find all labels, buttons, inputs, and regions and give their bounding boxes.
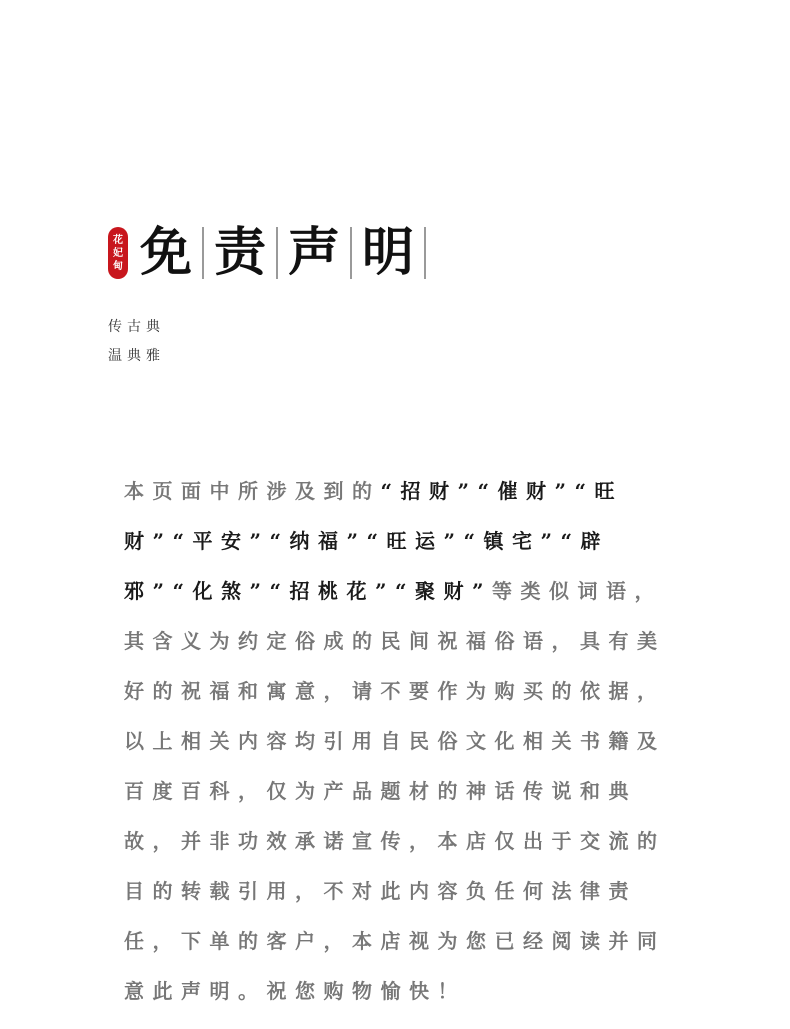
disclaimer-text	[124, 466, 684, 1016]
title-char: 免	[140, 222, 193, 283]
title-char: 责	[214, 222, 267, 283]
disclaimer-intro: 本页面中所涉及到的	[124, 479, 381, 503]
subtitle-line: 温典雅	[108, 348, 165, 364]
title-divider	[276, 227, 278, 279]
title-char: 明	[362, 222, 415, 283]
disclaimer-terms: “招财”“催财”“旺财”“平安”“纳福”“旺运”“镇宅”“辟邪”“化煞”“招桃花”“聚财”	[124, 479, 624, 603]
disclaimer-rest: 等类似词语，其含义为约定俗成的民间祝福俗语，具有美好的祝福和寓意，请不要作为购买的依据，以上相关内容均引用自民俗文化相关书籍及百度百科，仅为产品题材的神话传说和典故，并非功效承诺宣传，本店仅出于交流的目的转载引用，不对此内容负任何法律责任，下单的客户，本店视为您已经阅读并同意此声明。祝您购物愉快！	[124, 579, 666, 1003]
title-char: 声	[288, 222, 341, 283]
seal-char: 花	[113, 234, 123, 246]
seal-char: 甸	[113, 260, 123, 272]
title-divider	[350, 227, 352, 279]
header	[108, 222, 430, 284]
subtitle-line: 传古典	[108, 319, 165, 335]
title-divider	[424, 227, 426, 279]
logo-seal	[108, 227, 128, 279]
seal-char: 妃	[113, 247, 123, 259]
title-divider	[202, 227, 204, 279]
